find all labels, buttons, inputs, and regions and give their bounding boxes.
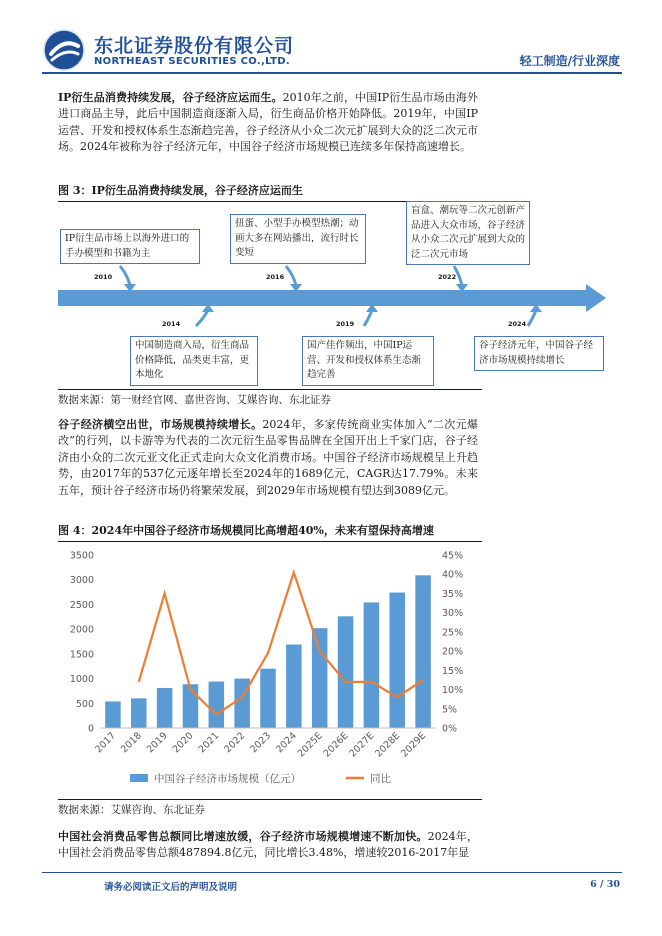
- timeline-pointer-2010: [120, 266, 130, 286]
- timeline-pointer-2016: [286, 266, 296, 286]
- x-tick-label: 2027E: [347, 730, 377, 760]
- timeline-event-2010: IP衍生品市场上以海外进口的手办模型和书籍为主: [60, 229, 200, 264]
- left-tick-label: 1000: [69, 674, 94, 686]
- figure-4-title: 图 4：2024年中国谷子经济市场规模同比高增超40%，未来有望保持高增速: [58, 522, 482, 542]
- paragraph-3: [58, 829, 478, 862]
- right-tick-label: 30%: [442, 608, 464, 620]
- x-tick-label: 2025E: [295, 730, 325, 760]
- figure-4-bottom-rule: [58, 799, 482, 800]
- bar-2021: [209, 682, 225, 728]
- paragraph-1-lead: IP衍生品消费持续发展，谷子经济应运而生。: [58, 91, 283, 104]
- bar-2019: [157, 688, 173, 728]
- right-tick-label: 15%: [442, 665, 464, 677]
- timeline-pointer-2024: [528, 310, 536, 326]
- bar-2026E: [338, 616, 354, 728]
- x-tick-label: 2018: [119, 730, 144, 756]
- right-axis-labels: [442, 551, 463, 735]
- right-tick-label: 10%: [442, 685, 464, 697]
- timeline-year-2010: 2010: [94, 273, 113, 281]
- page-number: 6 / 30: [590, 879, 620, 890]
- figure-3-bottom-rule: [58, 389, 482, 390]
- right-tick-label: 20%: [442, 646, 464, 658]
- timeline-event-2024: 谷子经济元年，中国谷子经济市场规模持续增长: [474, 336, 604, 371]
- paragraph-2: [58, 417, 478, 499]
- left-tick-label: 2500: [69, 599, 94, 611]
- right-tick-label: 45%: [442, 550, 464, 562]
- bar-2023: [260, 669, 276, 728]
- bar-2018: [131, 698, 147, 728]
- figure-3-title: 图 3：IP衍生品消费持续发展，谷子经济应运而生: [58, 182, 482, 202]
- x-tick-label: 2023: [248, 730, 274, 756]
- x-tick-label: 2028E: [373, 730, 403, 760]
- right-tick-label: 40%: [442, 569, 464, 581]
- company-name-en: NORTHEAST SECURITIES CO.,LTD.: [94, 56, 290, 67]
- bar-2027E: [364, 602, 380, 728]
- bar-2028E: [389, 593, 405, 728]
- legend-bar-label: 中国谷子经济市场规模（亿元）: [154, 773, 301, 785]
- left-tick-label: 3500: [69, 550, 94, 562]
- x-tick-label: 2026E: [321, 730, 351, 760]
- company-logo-icon: [42, 28, 86, 72]
- timeline-arrow: [58, 284, 606, 312]
- x-tick-label: 2019: [144, 730, 170, 756]
- timeline-year-2014: 2014: [162, 320, 181, 328]
- bar-2024: [286, 645, 302, 728]
- right-tick-label: 5%: [442, 704, 458, 716]
- right-tick-label: 25%: [442, 627, 464, 639]
- x-axis-labels: [93, 730, 428, 759]
- company-name-cn: 东北证券股份有限公司: [94, 35, 295, 57]
- x-tick-label: 2029E: [399, 730, 429, 760]
- left-axis-labels: [70, 551, 94, 735]
- timeline-year-2019: 2019: [336, 320, 355, 328]
- report-section: 轻工制造/行业深度: [519, 54, 620, 68]
- x-tick-label: 2022: [222, 730, 248, 756]
- right-tick-label: 35%: [442, 588, 464, 600]
- timeline-pointer-2014: [196, 310, 208, 326]
- paragraph-2-lead: 谷子经济横空出世，市场规模持续增长。: [58, 418, 263, 431]
- right-tick-label: 0%: [442, 723, 458, 735]
- legend-bar-swatch: [130, 774, 148, 782]
- timeline-event-2019: 国产佳作频出，中国IP运营、开发和授权体系生态渐趋完善: [302, 336, 434, 386]
- paragraph-1: [58, 90, 478, 156]
- figure-4-source: 数据来源：艾媒咨询、东北证券: [58, 804, 205, 816]
- paragraph-1-body: 2010年之前，中国IP衍生品市场由海外进口商品主导，此后中国制造商逐渐入局，衍生商品价格开始降低。2019年，中国IP运营、开发和授权体系生态渐趋完善，谷子经济从小众二次元扩展到大众的泛二次元市场。2024年被称为谷子经济元年，中国谷子经济市场规模已连续多年保持高速增长。: [58, 91, 478, 154]
- x-tick-label: 2020: [170, 730, 196, 756]
- timeline-year-2024: 2024: [508, 320, 527, 328]
- footer-divider: [42, 872, 622, 873]
- bar-2029E: [415, 575, 431, 728]
- x-tick-label: 2021: [196, 730, 222, 756]
- market-size-chart: [58, 540, 482, 796]
- bar-2025E: [312, 628, 328, 728]
- paragraph-2-body: 2024年，多家传统商业实体加入“二次元爆改”的行列，以卡游等为代表的二次元衍生品零售品牌在全国开出上千家门店，谷子经济由小众的二次元亚文化正式走向大众文化消费市场。中国谷子经济市场规模呈上升趋势，由2017年的537亿元逐年增长至2024年的1689亿元，CAGR达17.79%。未来五年，预计谷子经济市场仍将繁荣发展，到2029年市场规模有望达到3089亿元。: [58, 418, 479, 497]
- timeline-year-2022: 2022: [438, 273, 457, 281]
- timeline-event-2022: 盲盒、潮玩等二次元创新产品进入大众市场，谷子经济从小众二次元扩展到大众的泛二次元市场: [406, 201, 530, 265]
- footer-disclaimer: 请务必阅读正文后的声明及说明: [104, 882, 238, 893]
- bar-2017: [105, 701, 121, 728]
- header-divider: [42, 72, 622, 74]
- timeline-year-2016: 2016: [266, 273, 285, 281]
- legend-line-label: 同比: [370, 773, 391, 785]
- left-tick-label: 2000: [69, 624, 94, 636]
- left-tick-label: 500: [75, 698, 94, 710]
- paragraph-3-lead: 中国社会消费品零售总额同比增速放缓，谷子经济市场规模增速不断加快。: [58, 830, 428, 843]
- left-tick-label: 1500: [69, 649, 94, 661]
- figure-3-source: 数据来源：第一财经官网、嘉世咨询、艾媒咨询、东北证券: [58, 394, 331, 406]
- timeline-event-2016: 扭蛋、小型手办模型热潮；动画大多在网站播出，流行时长变短: [230, 214, 366, 264]
- x-tick-label: 2024: [274, 730, 299, 756]
- left-tick-label: 3000: [69, 575, 94, 587]
- timeline-pointer-2019: [364, 310, 372, 326]
- growth-line: [139, 572, 423, 714]
- chart-legend: [130, 772, 391, 785]
- paragraph-3-body: 2024年，中国社会消费品零售总额487894.8亿元，同比增长3.48%，增速较2016-2017年显: [58, 830, 479, 860]
- x-tick-label: 2017: [93, 730, 119, 756]
- timeline-event-2014: 中国制造商入局，衍生商品价格降低，品类更丰富，更本地化: [130, 336, 258, 386]
- left-tick-label: 0: [87, 723, 94, 735]
